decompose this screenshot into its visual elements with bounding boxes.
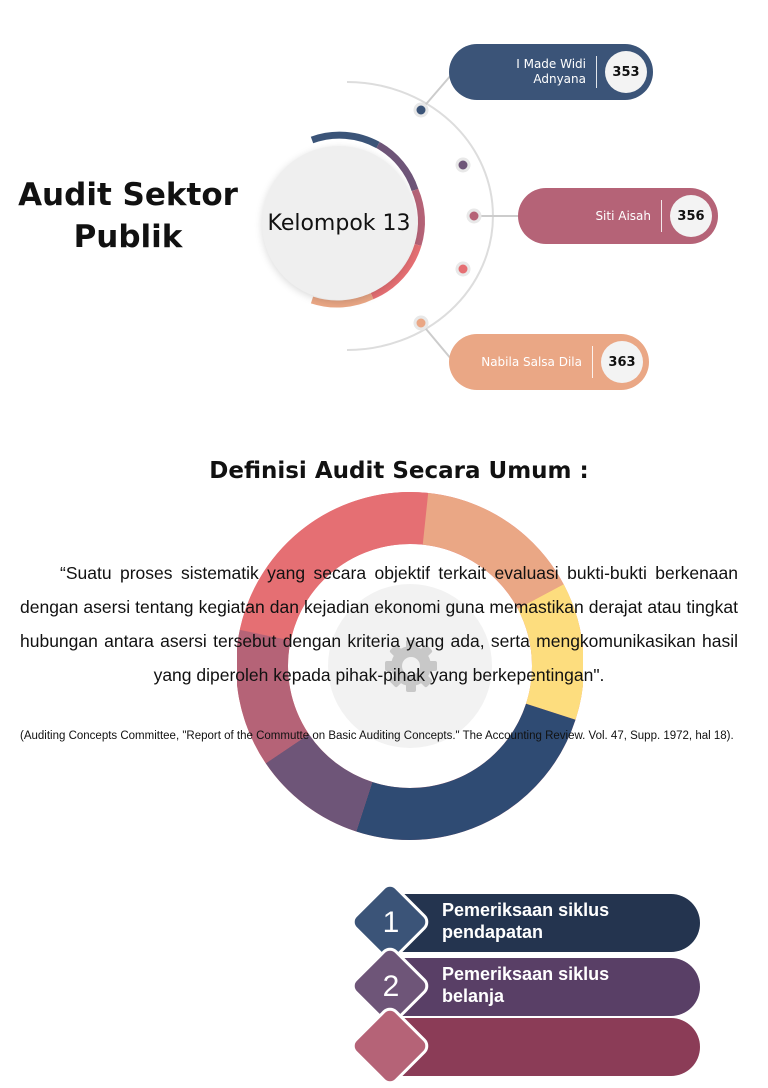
member-divider (596, 56, 597, 88)
member-divider (661, 200, 662, 232)
member-name: Nabila Salsa Dila (481, 354, 582, 369)
list-item-number: 2 (382, 970, 400, 1003)
list-item-number: 1 (382, 906, 400, 939)
list-item-bar (398, 1018, 700, 1076)
member-number-badge: 363 (601, 341, 643, 383)
member-pill-2 (518, 188, 718, 244)
member-divider (592, 346, 593, 378)
member-number-badge: 356 (670, 195, 712, 237)
group-circle (262, 146, 416, 300)
member-name-line2: Adnyana (533, 72, 586, 86)
definition-citation: (Auditing Concepts Committee, "Report of the Commutte on Basic Auditing Concepts." The Accounting Review. Vol. 47, Supp. 1972, hal 18). (20, 730, 734, 742)
list-item-bar (398, 894, 700, 952)
list-item-line1: Pemeriksaan siklus (442, 964, 610, 984)
definition-title: Definisi Audit Secara Umum : (209, 458, 589, 484)
ring-segment (287, 749, 364, 807)
list-item-3 (352, 1010, 768, 1082)
list-item-line2: pendapatan (442, 922, 544, 942)
main-title-line2: Publik (73, 219, 183, 255)
main-title-line1: Audit Sektor (18, 177, 238, 213)
list-item-line1: Pemeriksaan siklus (442, 900, 610, 920)
definition-quote: “Suatu proses sistematik yang secara objektif terkait evaluasi bukti-bukti berkenaan dengan asersi tentang kegiatan dan kejadian ekonomi guna memastikan derajat atau tingkat hubungan antara asersi tersebut dengan kriteria yang ada, serta mengkomunikasikan hasil yang diperoleh kepada pihak-pihak yang berkepentingan". (20, 563, 738, 685)
member-name (516, 57, 586, 87)
list-item-line2: belanja (442, 986, 505, 1006)
member-name-line1: I Made Widi (516, 57, 586, 71)
list-item-1 (352, 886, 768, 958)
list-item-bar (398, 958, 700, 1016)
member-number-badge: 353 (605, 51, 647, 93)
member-pill-1 (449, 44, 653, 100)
member-name: Siti Aisah (595, 208, 651, 223)
main-title (18, 174, 238, 258)
group-label: Kelompok 13 (267, 210, 411, 236)
member-pill-3 (449, 334, 649, 390)
